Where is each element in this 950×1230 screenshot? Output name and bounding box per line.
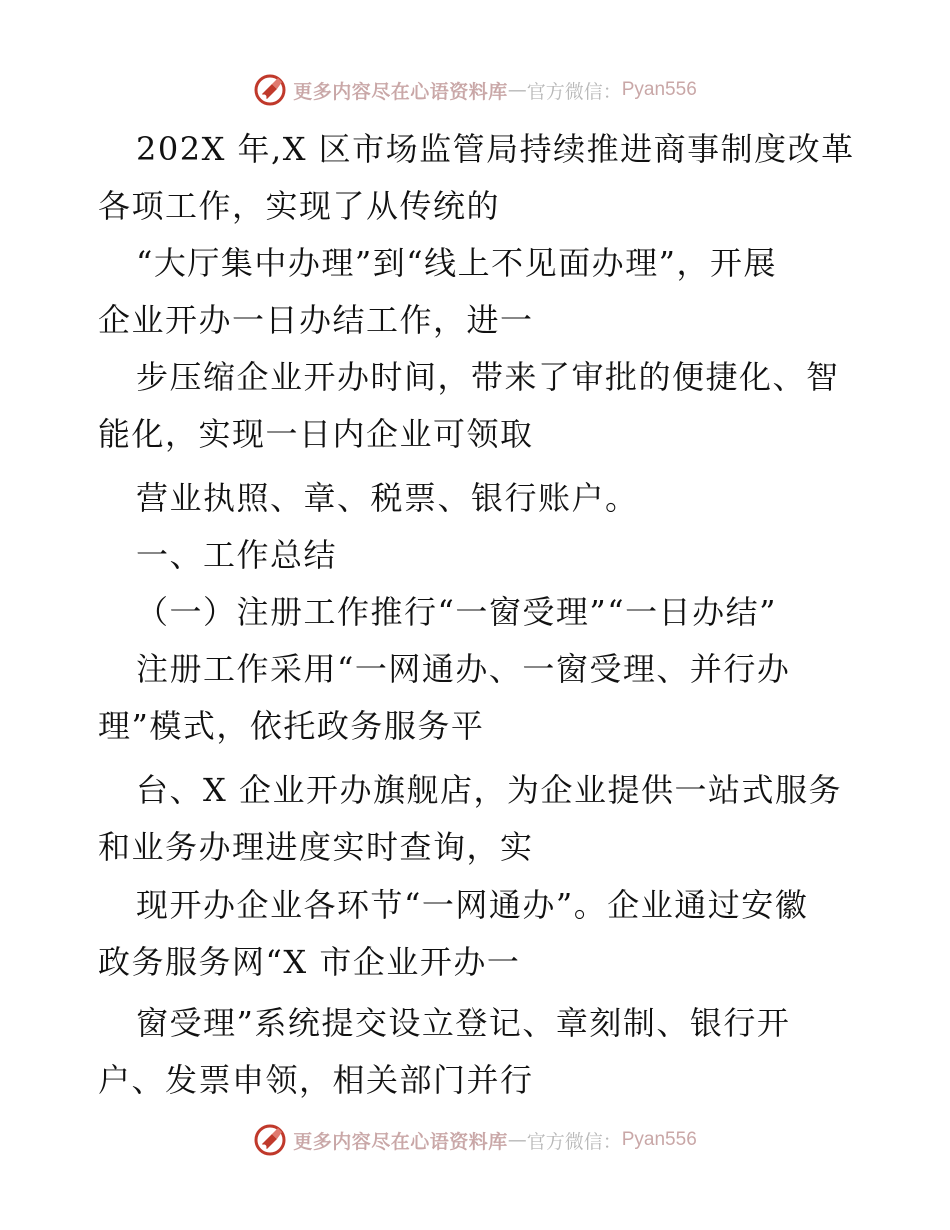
footer-banner-wechat-id: Pyan556 [621, 1129, 697, 1150]
footer-banner [0, 1120, 950, 1160]
body-line: 营业执照、章、税票、银行账户。 [136, 479, 639, 517]
body-line: 户、发票申领，相关部门并行 [98, 1061, 534, 1099]
subsection-heading: （一）注册工作推行“一窗受理”“一日办结” [136, 593, 777, 631]
body-line: “大厅集中办理”到“线上不见面办理”，开展 [136, 244, 777, 282]
header-banner-rest: 官方微信： [526, 80, 622, 103]
body-line: 窗受理”系统提交设立登记、章刻制、银行开 [136, 1004, 791, 1042]
body-line: 台、X 企业开办旗舰店，为企业提供一站式服务 [136, 771, 842, 809]
body-line: 202X 年,X 区市场监管局持续推进商事制度改革 [136, 130, 855, 168]
body-line: 能化，实现一日内企业可领取 [98, 415, 534, 453]
footer-banner-dash: — [507, 1129, 527, 1151]
header-banner-wechat-id: Pyan556 [621, 79, 697, 100]
body-line: 理”模式，依托政务服务平 [98, 707, 485, 745]
brand-logo-icon [253, 1123, 287, 1157]
body-line: 和业务办理进度实时查询，实 [98, 828, 534, 866]
body-line: 各项工作，实现了从传统的 [98, 187, 501, 225]
body-line: 现开办企业各环节“一网通办”。企业通过安徽 [136, 886, 809, 924]
section-heading: 一、工作总结 [136, 536, 338, 574]
footer-banner-rest: 官方微信： [526, 1130, 622, 1153]
header-banner-dash: — [507, 79, 527, 101]
body-line: 注册工作采用“一网通办、一窗受理、并行办 [136, 650, 791, 688]
body-line: 企业开办一日办结工作，进一 [98, 301, 534, 339]
header-banner-lead: 更多内容尽在心语资料库 [293, 80, 508, 103]
footer-banner-lead: 更多内容尽在心语资料库 [293, 1130, 508, 1153]
header-banner [0, 70, 950, 110]
body-line: 政务服务网“X 市企业开办一 [98, 943, 521, 981]
body-line: 步压缩企业开办时间，带来了审批的便捷化、智 [136, 358, 840, 396]
brand-logo-icon [253, 73, 287, 107]
